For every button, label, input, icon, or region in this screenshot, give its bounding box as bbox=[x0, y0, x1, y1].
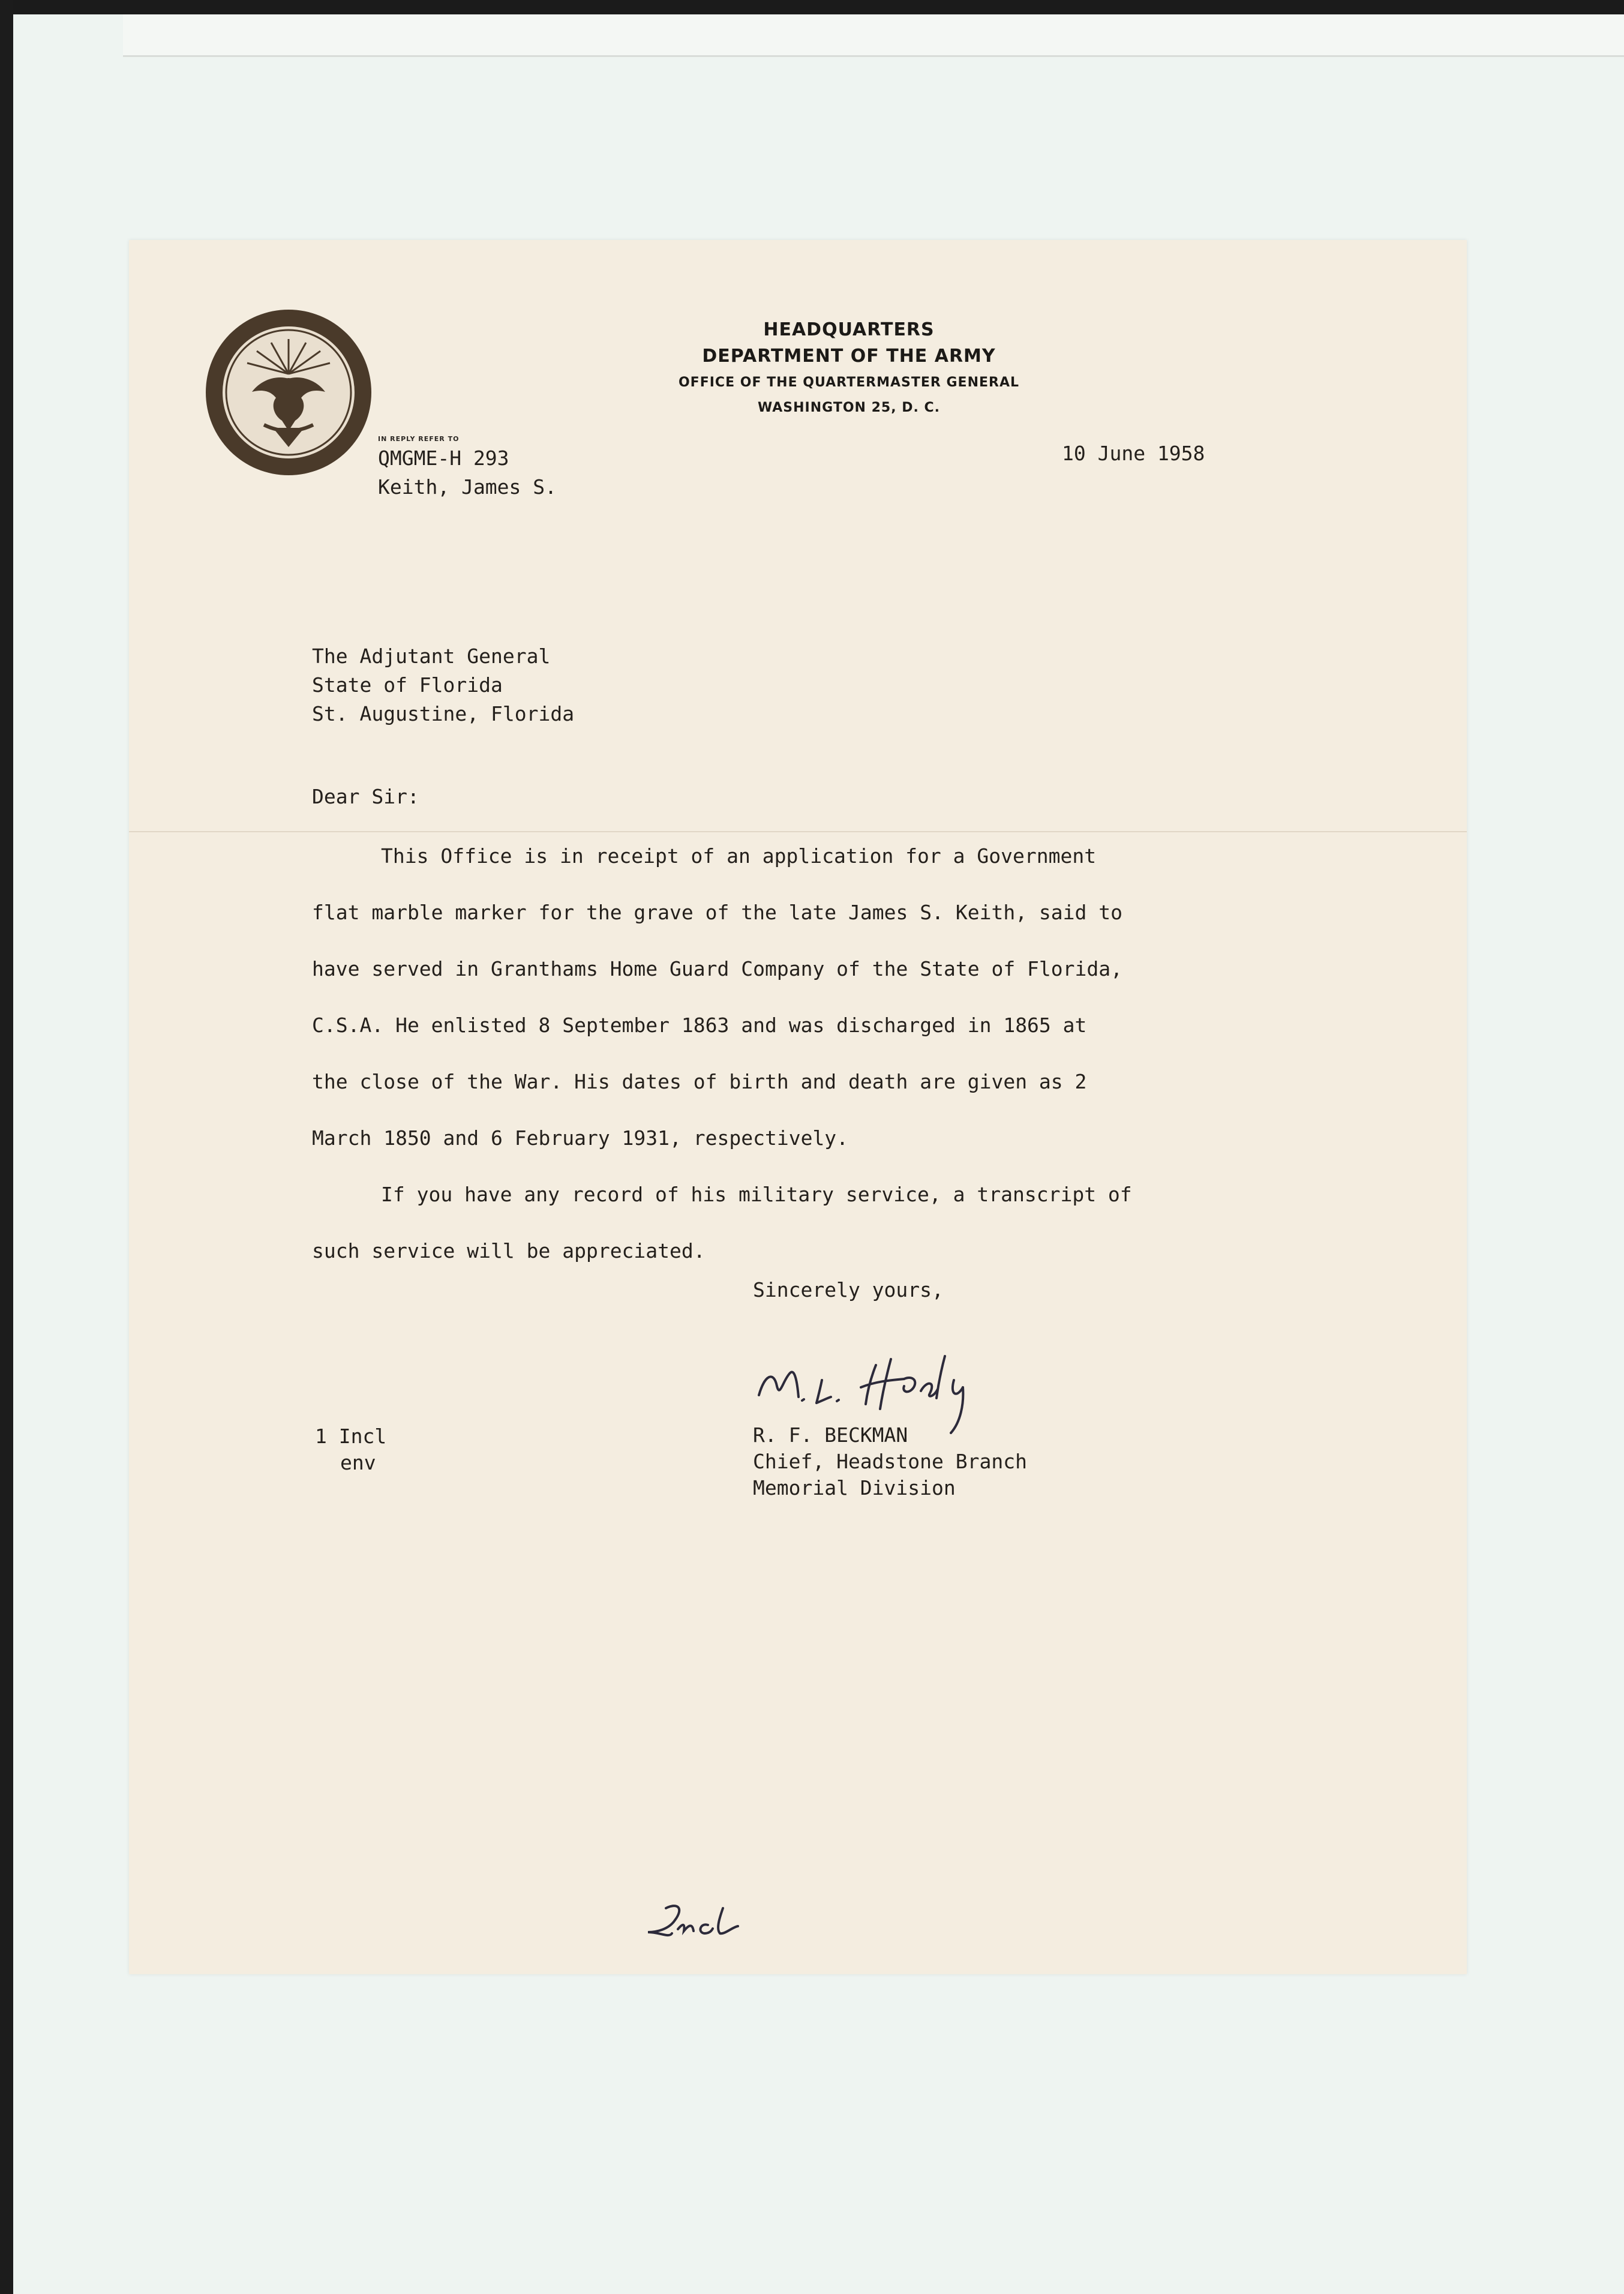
salutation: Dear Sir: bbox=[312, 785, 419, 808]
department-seal-icon bbox=[204, 308, 373, 477]
complimentary-close: Sincerely yours, bbox=[753, 1278, 944, 1302]
signer-name: R. F. BECKMAN bbox=[753, 1423, 908, 1447]
letterhead-office: OFFICE OF THE QUARTERMASTER GENERAL bbox=[678, 375, 1020, 390]
letterhead-headquarters: HEADQUARTERS bbox=[763, 319, 935, 340]
letterhead-address: WASHINGTON 25, D. C. bbox=[757, 400, 941, 415]
letterhead bbox=[489, 317, 1209, 420]
body-line: If you have any record of his military service, a transcript of bbox=[381, 1183, 1132, 1206]
scan-edge-top bbox=[0, 0, 1624, 14]
letter-body bbox=[312, 828, 1452, 1279]
body-line: March 1850 and 6 February 1931, respectively. bbox=[312, 1126, 849, 1150]
reply-refer-label: IN REPLY REFER TO bbox=[378, 435, 460, 443]
signature-block bbox=[753, 1422, 1027, 1501]
letter-date: 10 June 1958 bbox=[1062, 442, 1205, 465]
body-line: the close of the War. His dates of birth and death are given as 2 bbox=[312, 1070, 1087, 1093]
enclosure-line: env bbox=[340, 1451, 376, 1474]
signer-title: Chief, Headstone Branch bbox=[753, 1450, 1027, 1473]
scan-edge-left bbox=[0, 0, 13, 2294]
reference-block bbox=[378, 444, 557, 502]
letterhead-department: DEPARTMENT OF THE ARMY bbox=[702, 346, 996, 367]
recipient-address bbox=[312, 642, 574, 728]
reference-subject: Keith, James S. bbox=[378, 475, 557, 499]
handwritten-signature bbox=[747, 1338, 1083, 1434]
body-line: such service will be appreciated. bbox=[312, 1239, 706, 1263]
handwritten-incl-mark bbox=[642, 1896, 762, 1950]
recipient-line: The Adjutant General bbox=[312, 644, 551, 668]
letter-page bbox=[129, 240, 1467, 1974]
recipient-line: State of Florida bbox=[312, 673, 503, 697]
enclosure-note bbox=[315, 1423, 386, 1476]
body-line: flat marble marker for the grave of the late James S. Keith, said to bbox=[312, 901, 1123, 924]
reference-code: QMGME-H 293 bbox=[378, 446, 509, 470]
body-line: C.S.A. He enlisted 8 September 1863 and was discharged in 1865 at bbox=[312, 1013, 1087, 1037]
scan-paper-strip bbox=[123, 14, 1624, 57]
recipient-line: St. Augustine, Florida bbox=[312, 702, 575, 725]
enclosure-line: 1 Incl bbox=[315, 1425, 387, 1448]
body-line: have served in Granthams Home Guard Company of the State of Florida, bbox=[312, 957, 1123, 980]
signer-division: Memorial Division bbox=[753, 1476, 956, 1500]
body-line: This Office is in receipt of an application for a Government bbox=[381, 844, 1097, 868]
